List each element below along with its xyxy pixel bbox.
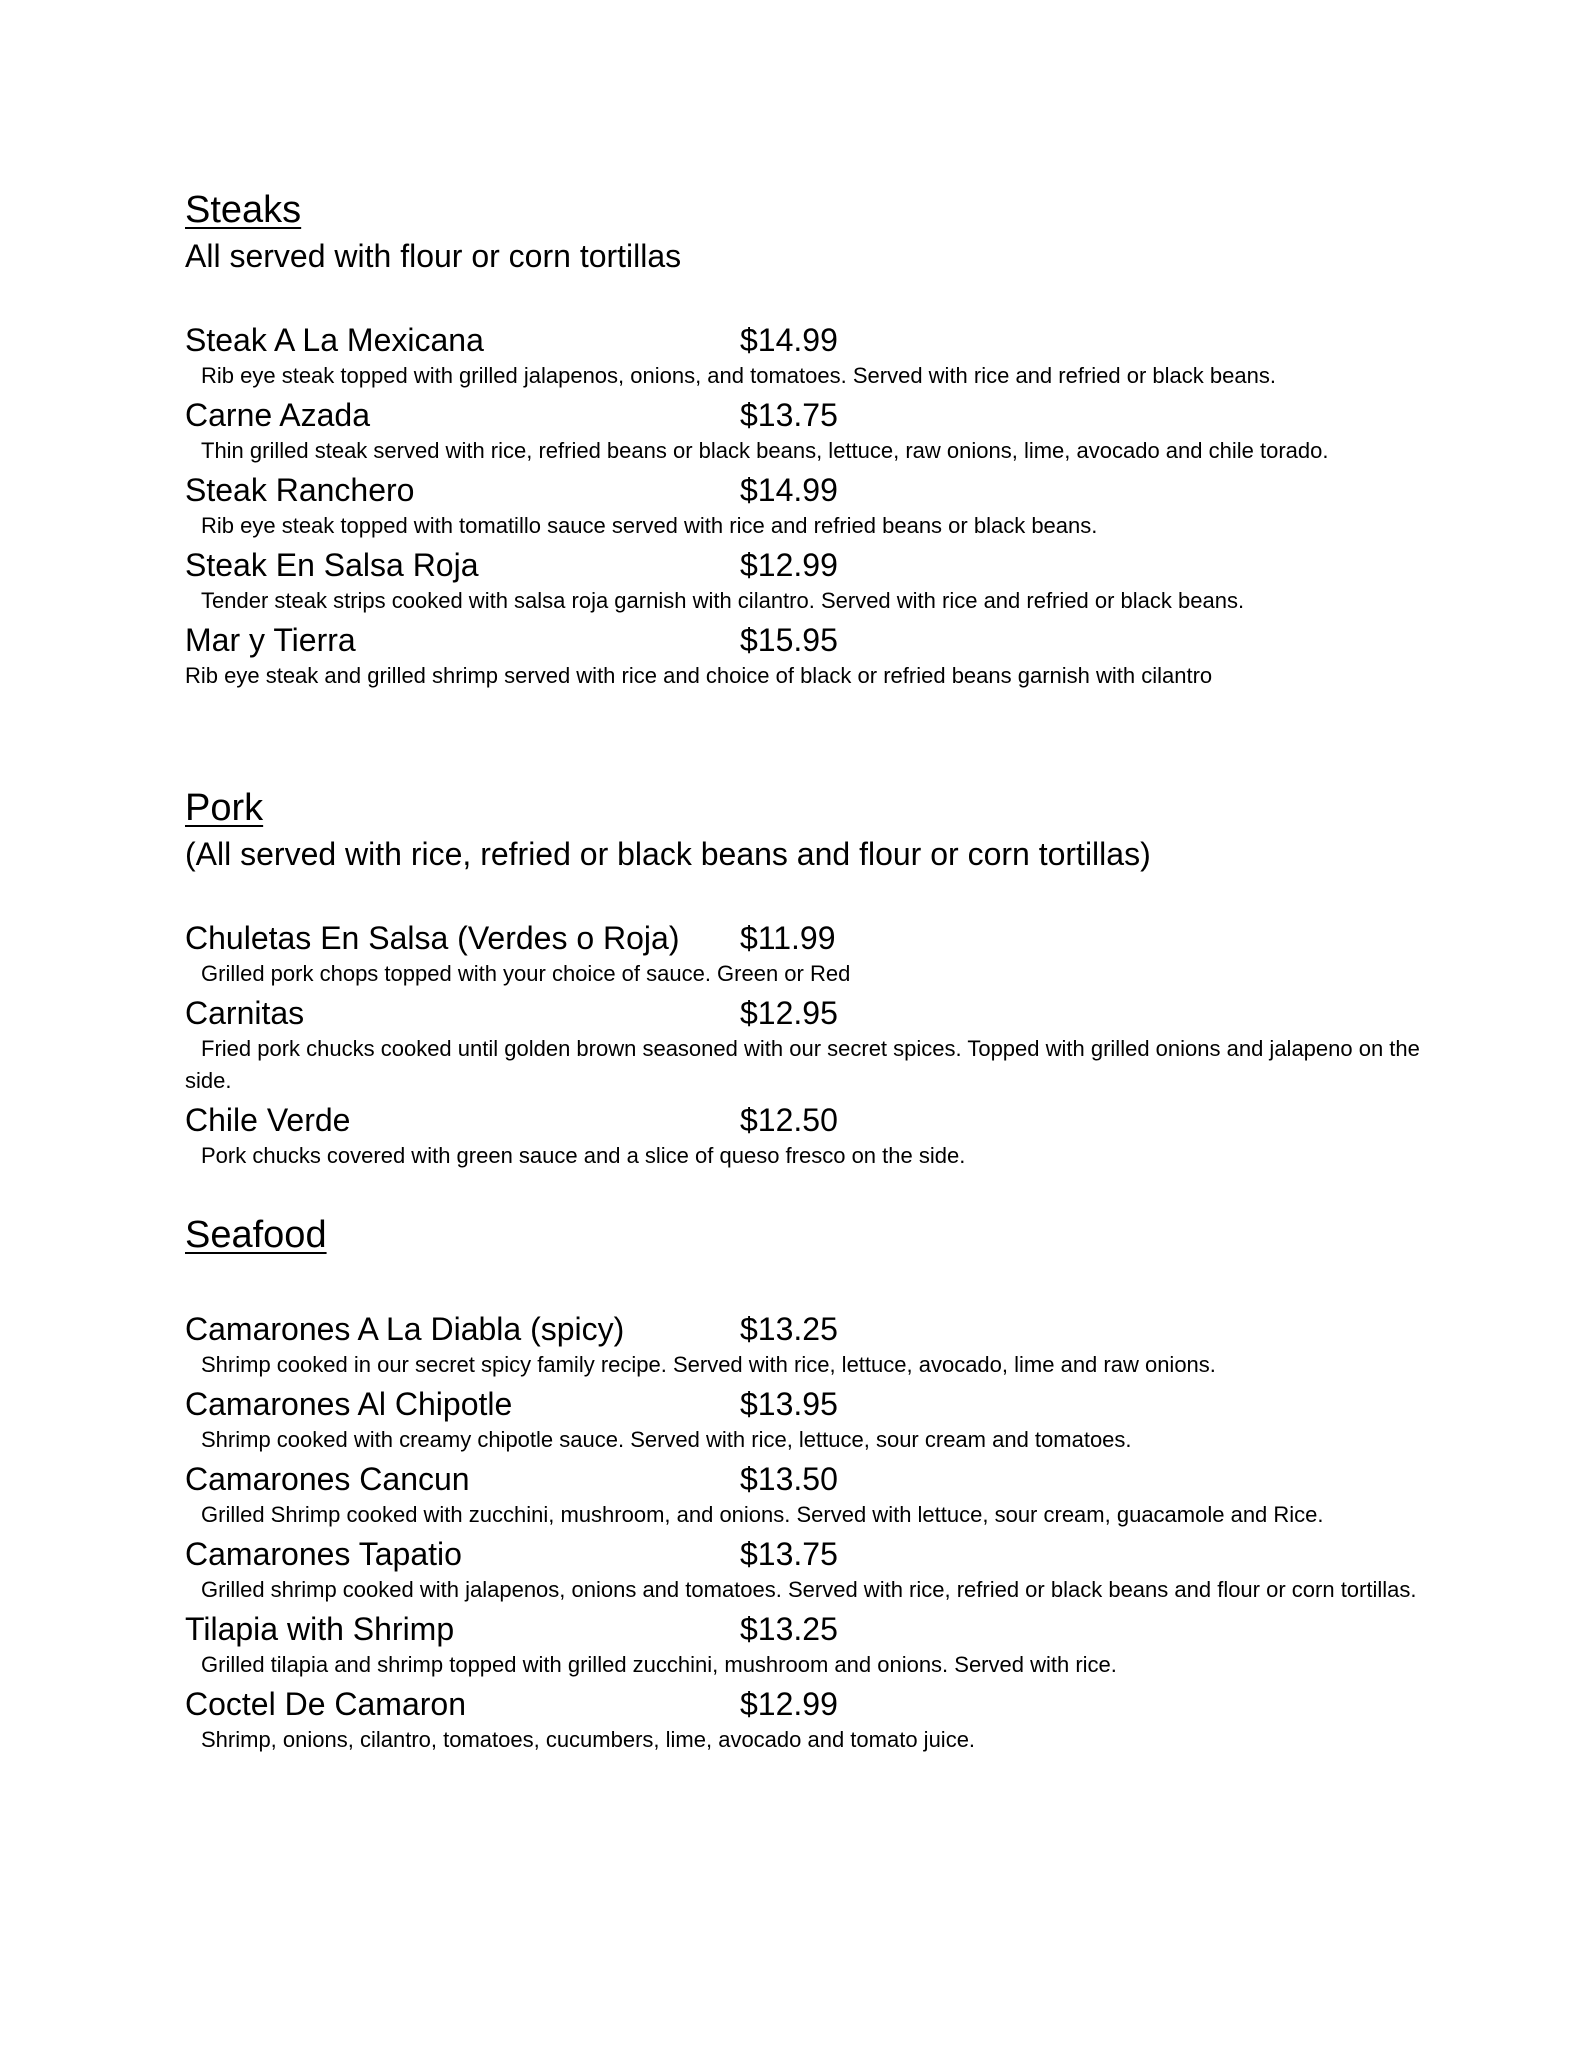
item-description: Grilled Shrimp cooked with zucchini, mushroom, and onions. Served with lettuce, sour cream, guacamole and Rice. [201, 1502, 1324, 1527]
menu-item [185, 1384, 1445, 1459]
section-note: (All served with rice, refried or black beans and flour or corn tortillas) [185, 836, 1151, 872]
item-price: $13.95 [740, 1386, 838, 1422]
item-name: Carne Azada [185, 397, 371, 433]
item-price: $13.75 [740, 397, 838, 433]
item-price: $13.50 [740, 1461, 838, 1497]
section-note: All served with flour or corn tortillas [185, 238, 682, 274]
section-steaks [185, 188, 1445, 695]
menu-item [185, 1534, 1445, 1609]
item-price: $13.25 [740, 1611, 838, 1647]
item-description: Grilled tilapia and shrimp topped with grilled zucchini, mushroom and onions. Served with rice. [201, 1652, 1117, 1677]
item-price: $14.99 [740, 472, 838, 508]
item-price: $15.95 [740, 622, 838, 658]
menu-item [185, 320, 1445, 395]
item-name: Camarones A La Diabla (spicy) [185, 1311, 625, 1347]
item-price: $11.99 [740, 920, 836, 956]
section-title: Steaks [185, 189, 302, 231]
menu-item [185, 993, 1445, 1100]
menu-item-list [185, 1309, 1445, 1759]
item-name: Chile Verde [185, 1102, 351, 1138]
item-name: Mar y Tierra [185, 622, 356, 658]
item-description: Pork chucks covered with green sauce and a slice of queso fresco on the side. [201, 1143, 966, 1168]
menu-item [185, 545, 1445, 620]
item-description: Grilled shrimp cooked with jalapenos, onions and tomatoes. Served with rice, refried or black beans and flour or corn tortillas. [201, 1577, 1417, 1602]
item-name: Coctel De Camaron [185, 1686, 466, 1722]
item-description: Shrimp cooked in our secret spicy family recipe. Served with rice, lettuce, avocado, lime and raw onions. [201, 1352, 1216, 1377]
menu-item [185, 1459, 1445, 1534]
menu-item [185, 1609, 1445, 1684]
item-name: Steak A La Mexicana [185, 322, 484, 358]
menu-item [185, 1100, 1445, 1175]
item-name: Steak En Salsa Roja [185, 547, 479, 583]
item-name: Camarones Al Chipotle [185, 1386, 513, 1422]
item-description: Thin grilled steak served with rice, refried beans or black beans, lettuce, raw onions, lime, avocado and chile torado. [201, 438, 1329, 463]
menu-item [185, 1309, 1445, 1384]
menu-item-list [185, 320, 1445, 695]
item-name: Camarones Tapatio [185, 1536, 462, 1572]
item-price: $13.25 [740, 1311, 838, 1347]
item-price: $13.75 [740, 1536, 838, 1572]
section-pork [185, 786, 1445, 1175]
menu-item [185, 1684, 1445, 1759]
item-name: Carnitas [185, 995, 305, 1031]
item-description: Rib eye steak topped with grilled jalapenos, onions, and tomatoes. Served with rice and refried or black beans. [201, 363, 1276, 388]
menu-item [185, 918, 1445, 993]
item-description: Tender steak strips cooked with salsa roja garnish with cilantro. Served with rice and refried or black beans. [201, 588, 1245, 613]
item-price: $14.99 [740, 322, 838, 358]
item-price: $12.99 [740, 547, 838, 583]
item-description: Rib eye steak topped with tomatillo sauce served with rice and refried beans or black beans. [201, 513, 1098, 538]
item-price: $12.95 [740, 995, 838, 1031]
item-name: Tilapia with Shrimp [185, 1611, 455, 1647]
item-description: Grilled pork chops topped with your choice of sauce. Green or Red [201, 961, 851, 986]
item-description: Rib eye steak and grilled shrimp served with rice and choice of black or refried beans garnish with cilantro [185, 663, 1213, 688]
section-title: Pork [185, 787, 264, 829]
item-description: Shrimp, onions, cilantro, tomatoes, cucumbers, lime, avocado and tomato juice. [201, 1727, 976, 1752]
item-price: $12.50 [740, 1102, 838, 1138]
item-price: $12.99 [740, 1686, 838, 1722]
item-description: Fried pork chucks cooked until golden brown seasoned with our secret spices. Topped with grilled onions and jalapeno on the side. [185, 1036, 1420, 1093]
menu-item-list [185, 918, 1445, 1175]
item-name: Camarones Cancun [185, 1461, 470, 1497]
menu-item [185, 395, 1445, 470]
section-seafood [185, 1213, 1445, 1759]
section-title: Seafood [185, 1214, 327, 1256]
item-name: Steak Ranchero [185, 472, 415, 508]
menu-item [185, 620, 1445, 695]
menu-item [185, 470, 1445, 545]
item-description: Shrimp cooked with creamy chipotle sauce. Served with rice, lettuce, sour cream and tomatoes. [201, 1427, 1132, 1452]
item-name: Chuletas En Salsa (Verdes o Roja) [185, 920, 680, 956]
